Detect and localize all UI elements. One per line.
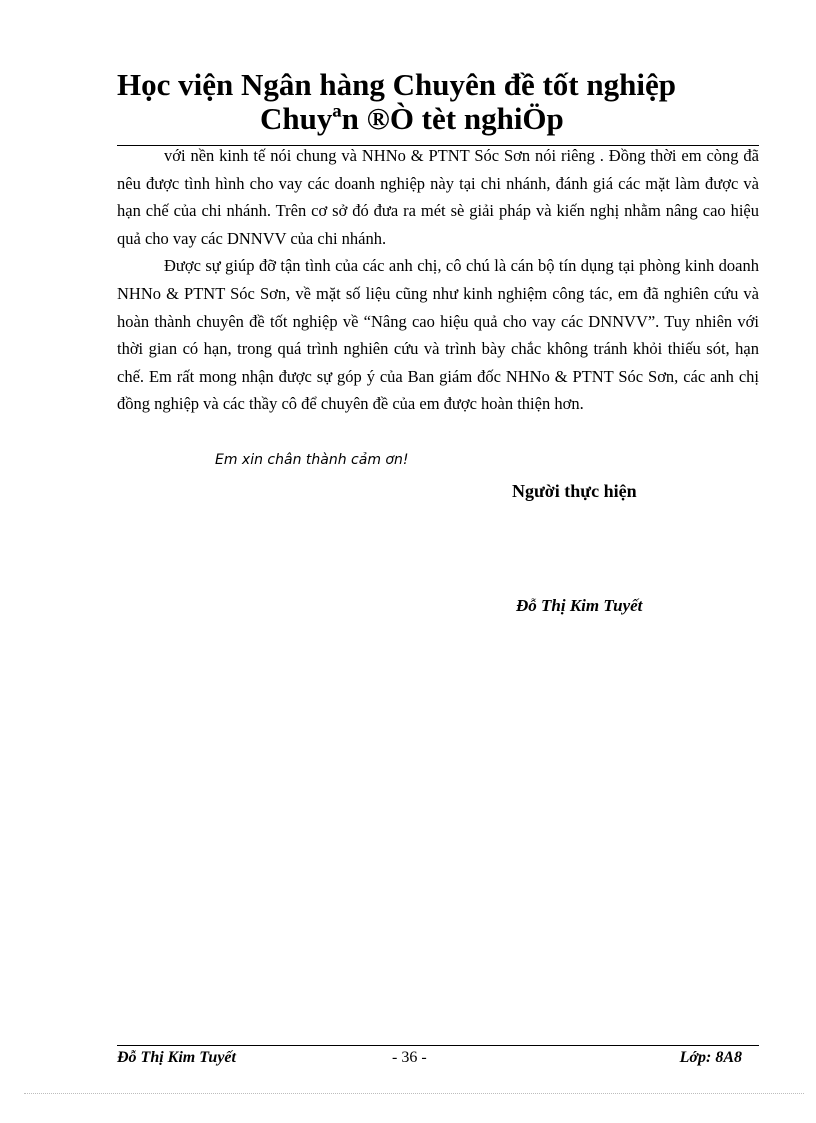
- signer-label: Người thực hiện: [512, 481, 637, 501]
- footer-author: Đỗ Thị Kim Tuyết: [117, 1049, 236, 1066]
- footer-page-number: - 36 -: [392, 1049, 427, 1066]
- header-line-1: Học viện Ngân hàng Chuyên đề tốt nghiệp: [117, 67, 676, 102]
- body-paragraph-2: Được sự giúp đỡ tận tình của các anh chị, cô chú là cán bộ tín dụng tại phòng kinh doanh NHNo & PTNT Sóc Sơn, về mặt số liệu cũng như kinh nghiệm công tác, em đã nghiên cứu và hoàn thành chuyên đề tốt nghiệp về “Nâng cao hiệu quả cho vay các DNNVV”. Tuy nhiên với thời gian có hạn, trong quá trình nghiên cứu và trình bày chắc không tránh khỏi thiếu sót, hạn chế. Em rất mong nhận được sự góp ý của Ban giám đốc NHNo & PTNT Sóc Sơn, các anh chị đồng nghiệp và các thầy cô để chuyên đề của em được hoàn thiện hơn.: [117, 256, 759, 414]
- body-paragraph-1: với nền kinh tế nói chung và NHNo & PTNT Sóc Sơn nói riêng . Đồng thời em còng đã nêu được tình hình cho vay các doanh nghiệp này tại chi nhánh, đánh giá các mặt làm được và hạn chế của chi nhánh. Trên cơ sở đó đưa ra mét sè giải pháp và kiến nghị nhằm nâng cao hiệu quả cho vay các DNNVV của chi nhánh.: [117, 146, 759, 248]
- footer-class: Lớp: 8A8: [679, 1049, 742, 1066]
- signer-name: Đỗ Thị Kim Tuyết: [516, 596, 643, 615]
- page-header-title: [117, 68, 717, 136]
- document-body: [117, 142, 759, 418]
- footer-divider: [117, 1045, 759, 1046]
- header-line-2: Chuyªn ®Ò tèt nghiÖp: [260, 101, 564, 136]
- page-bottom-edge: [24, 1093, 804, 1094]
- page-footer: [117, 1049, 742, 1073]
- thanks-line: Em xin chân thành cảm ơn!: [215, 452, 409, 468]
